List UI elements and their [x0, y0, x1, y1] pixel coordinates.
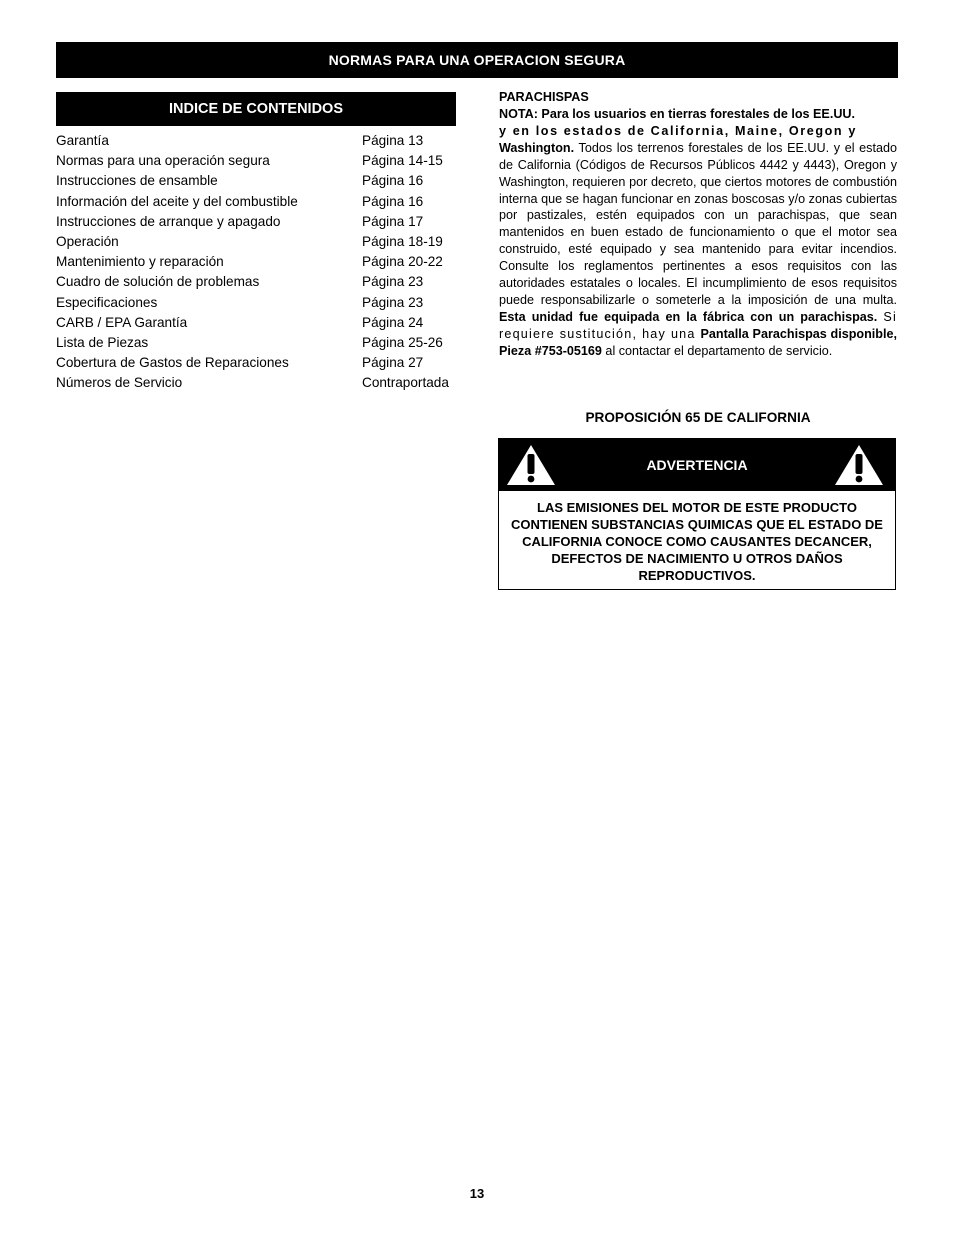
toc-page: Página 23	[362, 274, 424, 290]
toc-row	[56, 232, 456, 252]
toc-title: Mantenimiento y reparación	[56, 254, 224, 270]
toc-title: Números de Servicio	[56, 375, 183, 391]
section-banner	[56, 42, 898, 78]
toc-row	[56, 272, 456, 292]
page-number: 13	[469, 1186, 485, 1201]
toc-row	[56, 373, 456, 393]
toc-row	[56, 353, 456, 373]
toc-title: Información del aceite y del combustible	[56, 193, 298, 209]
toc-title: Garantía	[56, 133, 109, 148]
toc-page: Página 20-22	[362, 254, 443, 270]
toc-title: Lista de Piezas	[56, 334, 149, 350]
spark-arrestor-section	[499, 88, 897, 360]
toc-row	[56, 171, 456, 191]
toc-list	[56, 131, 456, 393]
toc-title: Operación	[56, 233, 119, 249]
toc-header-title: INDICE DE CONTENIDOS	[168, 101, 343, 117]
toc-page: Página 23	[362, 294, 424, 310]
toc-page: Página 13	[362, 133, 424, 148]
toc-page: Página 18-19	[362, 233, 443, 249]
prop65-heading: PROPOSICIÓN 65 DE CALIFORNIA	[585, 410, 811, 425]
toc-row	[56, 293, 456, 313]
toc-row	[56, 212, 456, 232]
toc-page: Página 16	[362, 193, 424, 209]
toc-header	[56, 92, 456, 126]
nota-bold: NOTA: Para los usuarios en tierras forestales de los EE.UU.	[499, 107, 856, 121]
warning-box	[498, 438, 896, 590]
spark-arrestor-body: Todos los terrenos forestales de los EE.UU. y el estado de California (Códigos de Recursos Públicos 4442 y 4443), Oregon y Washington, requieren por decreto, que ciertos motores de combustión interna que se hagan funcionar en zonas boscosas y/o zonas cubiertas por pastizales, estén equipados con un parachispas, que sean mantenidos en buen estado de funcionamiento o que el motor sea construido, esté equipado y sea mantenido para evitar incendios. Consulte los reglamentos pertinentes a esos requisitos con las autoridades estatales o locales. El incumplimiento de esos requisitos puede responsabilizarle o someterle a la imposición de una multa.	[499, 140, 897, 307]
toc-row	[56, 192, 456, 212]
replacement-text: Si requiere sustitución, hay una	[499, 309, 897, 341]
toc-row	[56, 151, 456, 171]
toc-title: Especificaciones	[56, 294, 158, 310]
warning-triangle-icon	[505, 443, 557, 487]
spark-arrestor-text	[499, 106, 897, 360]
toc-title: Instrucciones de arranque y apagado	[56, 213, 281, 229]
toc-page: Página 16	[362, 173, 424, 189]
toc-page: Página 27	[362, 355, 424, 371]
factory-equipped-note: Esta unidad fue equipada en la fábrica con un parachispas.	[499, 309, 878, 324]
spark-arrestor-heading: PARACHISPAS	[499, 90, 589, 104]
toc-page: Página 24	[362, 314, 424, 330]
toc-page: Página 14-15	[362, 153, 443, 169]
warning-bar	[499, 439, 895, 491]
warning-text: LAS EMISIONES DEL MOTOR DE ESTE PRODUCTO CONTIENEN SUBSTANCIAS QUIMICAS QUE EL ESTADO DE CALIFORNIA CONOCE COMO CAUSANTES DECANCER, DEFECTOS DE NACIMIENTO U OTROS DAÑOS REPRODUCTIVOS.	[511, 500, 883, 583]
toc-page: Contraportada	[362, 375, 449, 391]
section-banner-title: NORMAS PARA UNA OPERACION SEGURA	[328, 52, 626, 68]
toc-row	[56, 313, 456, 333]
replacement-tail: al contactar el departamento de servicio.	[601, 343, 833, 358]
replacement-part-bold: Pantalla Parachispas disponible, Pieza #753-05169	[499, 326, 897, 358]
toc-title: CARB / EPA Garantía	[56, 314, 188, 330]
toc-title: Instrucciones de ensamble	[56, 173, 218, 189]
toc-row	[56, 252, 456, 272]
toc-row	[56, 333, 456, 353]
toc-page: Página 17	[362, 213, 424, 229]
warning-triangle-icon	[833, 443, 885, 487]
nota-bold-states: y en los estados de California, Maine, Oregon y	[499, 123, 857, 138]
toc-title: Cuadro de solución de problemas	[56, 274, 260, 290]
toc-row	[56, 131, 456, 151]
toc-title: Normas para una operación segura	[56, 153, 270, 169]
nota-bold-washington: Washington.	[499, 140, 575, 155]
toc-title: Cobertura de Gastos de Reparaciones	[56, 355, 289, 371]
warning-label: ADVERTENCIA	[646, 457, 748, 473]
toc-page: Página 25-26	[362, 334, 443, 350]
